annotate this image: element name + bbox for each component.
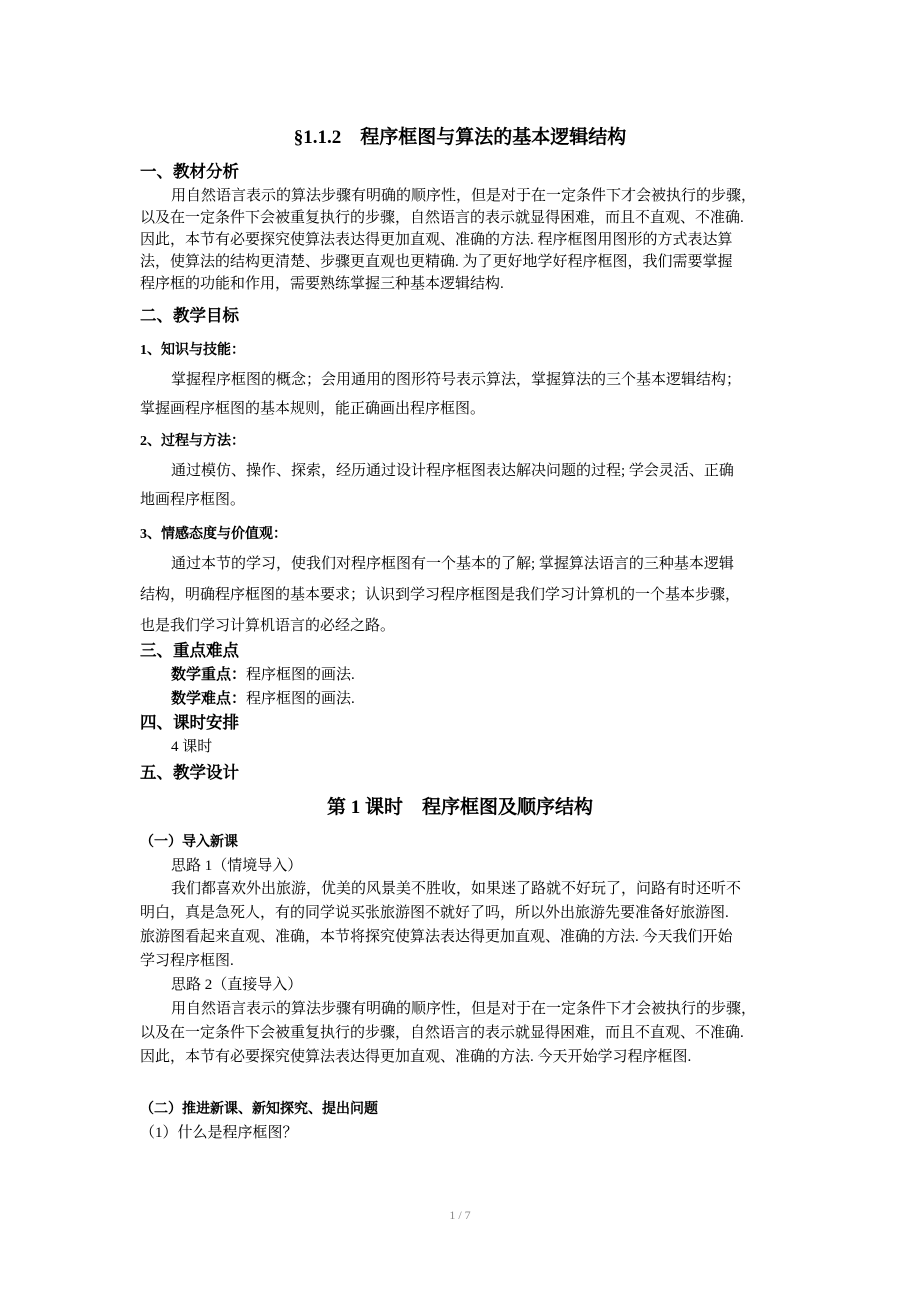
text-line: 用自然语言表示的算法步骤有明确的顺序性，但是对于在一定条件下才会被执行的步骤， [171, 188, 757, 204]
text-line: 结构，明确程序框图的基本要求；认识到学习程序框图是我们学习计算机的一个基本步骤， [140, 587, 741, 603]
section-heading: 四、课时安排 [140, 713, 239, 732]
text-line: 因此，本节有必要探究使算法表达得更加直观、准确的方法. 今天开始学习程序框图. [140, 1049, 692, 1065]
key-label: 数学重点： [171, 667, 247, 683]
text-line: 掌握程序框图的概念；会用通用的图形符号表示算法，掌握算法的三个基本逻辑结构； [171, 372, 742, 388]
text-line: 因此，本节有必要探究使算法表达得更加直观、准确的方法. 程序框图用图形的方式表达算 [140, 232, 733, 248]
question: （1）什么是程序框图？ [140, 1125, 298, 1141]
text-line: 也是我们学习计算机语言的必经之路。 [140, 618, 396, 634]
paragraph [140, 549, 785, 642]
idea-label: 思路 1（情境导入） [171, 858, 303, 874]
text-line: 掌握画程序框图的基本规则，能正确画出程序框图。 [140, 401, 486, 417]
paragraph [140, 366, 785, 424]
text-line: 程序框的功能和作用，需要熟练掌握三种基本逻辑结构. [140, 276, 504, 292]
text-line: 学习程序框图. [140, 953, 234, 969]
subsection-heading: 2、过程与方法： [140, 434, 245, 449]
class-hours: 4 课时 [171, 739, 213, 755]
lesson-title: 第 1 课时 程序框图及顺序结构 [326, 797, 593, 818]
section-heading: 五、教学设计 [140, 763, 239, 782]
key-point [140, 663, 816, 684]
section-heading: 三、重点难点 [140, 641, 239, 660]
section-heading: 一、教材分析 [140, 162, 239, 181]
key-text: 程序框图的画法. [246, 667, 355, 683]
paragraph [140, 997, 785, 1069]
document-title: §1.1.2 程序框图与算法的基本逻辑结构 [293, 127, 627, 148]
paragraph [140, 185, 785, 295]
paragraph [140, 877, 785, 973]
text-line: 用自然语言表示的算法步骤有明确的顺序性，但是对于在一定条件下才会被执行的步骤， [171, 1001, 757, 1017]
idea-label: 思路 2（直接导入） [171, 977, 303, 993]
text-line: 我们都喜欢外出旅游，优美的风景美不胜收，如果迷了路就不好玩了，问路有时还听不 [171, 881, 742, 897]
subsection-heading: 3、情感态度与价值观： [140, 527, 287, 542]
difficulty-label: 数学难点： [171, 691, 247, 707]
text-line: 以及在一定条件下会被重复执行的步骤，自然语言的表示就显得困难，而且不直观、不准确. [140, 210, 744, 226]
subsection-heading: 1、知识与技能： [140, 343, 245, 358]
text-line: 地画程序框图。 [140, 492, 246, 508]
paragraph [140, 457, 785, 515]
text-line: 通过模仿、操作、探索，经历通过设计程序框图表达解决问题的过程; 学会灵活、正确 [171, 463, 734, 479]
page-number: 1 / 7 [449, 1208, 471, 1222]
text-line: 以及在一定条件下会被重复执行的步骤，自然语言的表示就显得困难，而且不直观、不准确. [140, 1025, 744, 1041]
text-line: 旅游图看起来直观、准确，本节将探究使算法表达得更加直观、准确的方法. 今天我们开始 [140, 929, 733, 945]
text-line: 通过本节的学习，使我们对程序框图有一个基本的了解; 掌握算法语言的三种基本逻辑 [171, 556, 734, 572]
section-heading: 二、教学目标 [140, 306, 239, 325]
subsection-heading: （一）导入新课 [140, 835, 238, 850]
difficulty-text: 程序框图的画法. [246, 691, 355, 707]
text-line: 明白，真是急死人，有的同学说买张旅游图不就好了吗，所以外出旅游先要准备好旅游图. [140, 905, 729, 921]
text-line: 法，使算法的结构更清楚、步骤更直观也更精确. 为了更好地学好程序框图，我们需要掌握 [140, 254, 733, 270]
subsection-heading: （二）推进新课、新知探究、提出问题 [140, 1102, 378, 1117]
difficult-point [140, 687, 816, 708]
